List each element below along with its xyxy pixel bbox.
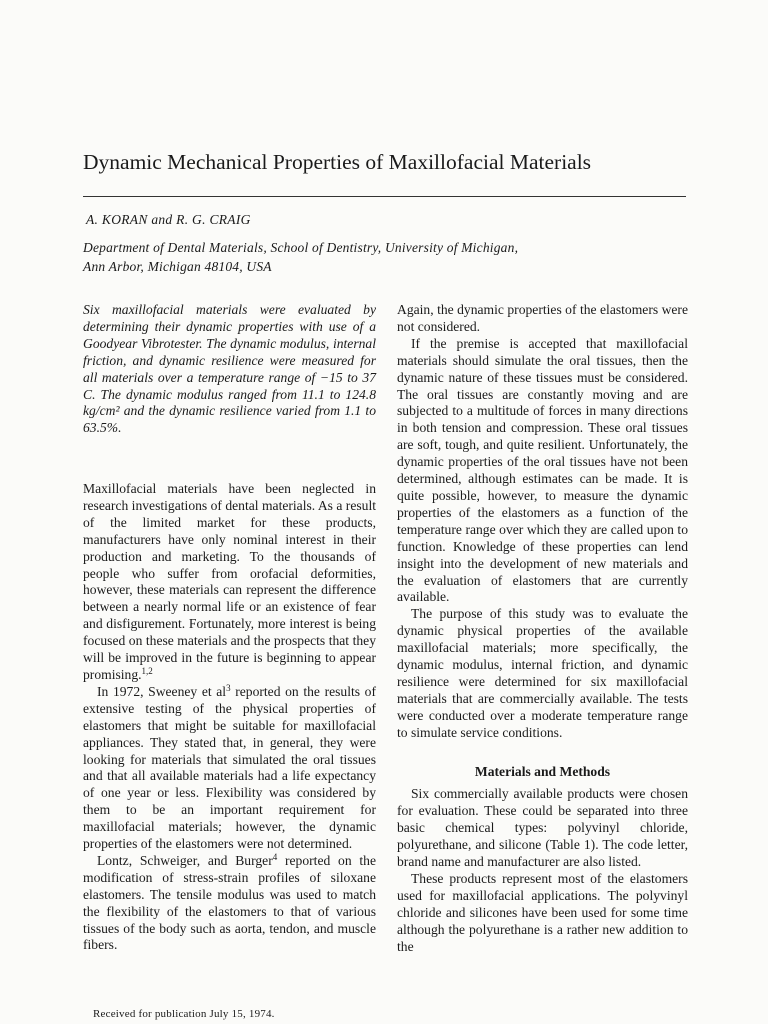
reference-superscript: 3 (226, 682, 231, 693)
authors: A. KORAN and R. G. CRAIG (86, 212, 251, 227)
paragraph-text: reported on the results of extensive testing of the physical properties of elastomers that might be suitable for maxillofacial appliances. They stated that, in general, they were looking for materials that simulated the oral tissues and that all available materials had a life expectancy of one year or less. Flexibility was considered by them to be an important requirement for maxillofacial materials; however, the dynamic properties of the elastomers were not determined. (83, 683, 377, 852)
paragraph-text: reported on the modification of stress-strain profiles of siloxane elastomers. The tensile modulus was used to match the flexibility of the elastomers to that of various tissues of the body such as aorta, tendon, and muscle fibers. (83, 852, 376, 953)
paragraph: If the premise is accepted that maxillofacial materials should simulate the oral tissues, then the dynamic nature of these tissues must be considered. The oral tissues are constantly moving and are subjected to a multitude of forces in many directions in both tension and compression. These oral tissues are soft, tough, and quite resilient. Unfortunately, the dynamic properties of the oral tissues have not been determined, although estimates can be made. It is quite possible, however, to measure the dynamic properties of the elastomers as a function of the temperature range over which they are called upon to function. Knowledge of these properties can lend insight into the development of new materials and the evaluation of elastomers that are currently available. (397, 335, 688, 605)
title-rule (83, 196, 686, 197)
affiliation (83, 238, 703, 276)
paragraph: These products represent most of the elastomers used for maxillofacial applications. The polyvinyl chloride and silicones have been used for some time although the polyurethane is a rather new addition to the (397, 871, 688, 954)
paragraph (83, 853, 376, 954)
affiliation-line-1: Department of Dental Materials, School of Dentistry, University of Michigan, (83, 240, 519, 255)
left-column-body (83, 481, 376, 954)
paragraph: Again, the dynamic properties of the elastomers were not considered. (397, 302, 688, 334)
paragraph (83, 684, 376, 853)
paragraph: The purpose of this study was to evaluate the dynamic physical properties of the available maxillofacial materials; more specifically, the dynamic modulus, internal friction, and dynamic resilience were determined for six maxillofacial materials that are commercially available. The tests were conducted over a moderate temperature range to simulate service conditions. (397, 606, 688, 740)
paragraph-text: In 1972, Sweeney et al (97, 683, 227, 699)
paragraph: Six commercially available products were chosen for evaluation. These could be separated into three basic chemical types: polyvinyl chloride, polyurethane, and silicone (Table 1). The code letter, brand name and manufacturer are also listed. (397, 786, 688, 870)
reference-superscript: 1,2 (141, 665, 153, 676)
footnote: Received for publication July 15, 1974. (93, 1008, 275, 1020)
paragraph-text: Maxillofacial materials have been neglected in research investigations of dental materials. As a result of the limited market for these products, manufacturers have only nominal interest in their production and marketing. To the thousands of people who suffer from orofacial deformities, however, these materials can represent the difference between a nearly normal life or an existence of fear and disfigurement. Fortunately, more interest is being focused on these materials and the prospects that they will be improved in the future is beginning to appear promising. (83, 481, 376, 682)
affiliation-line-2: Ann Arbor, Michigan 48104, USA (83, 259, 272, 274)
section-heading: Materials and Methods (474, 763, 611, 779)
paragraph (83, 481, 376, 684)
abstract: Six maxillofacial materials were evaluated by determining their dynamic properties with use of a Goodyear Vibrotester. The dynamic modulus, internal friction, and dynamic resilience were measured for all materials over a temperature range of −15 to 37 C. The dynamic modulus ranged from 11.1 to 124.8 kg/cm² and the dynamic resilience varied from 1.1 to 63.5%. (83, 302, 376, 436)
reference-superscript: 4 (272, 851, 278, 862)
article-title: Dynamic Mechanical Properties of Maxillofacial Materials (83, 150, 592, 174)
paragraph-text: Lontz, Schweiger, and Burger (97, 852, 273, 868)
right-column-body (397, 302, 688, 956)
